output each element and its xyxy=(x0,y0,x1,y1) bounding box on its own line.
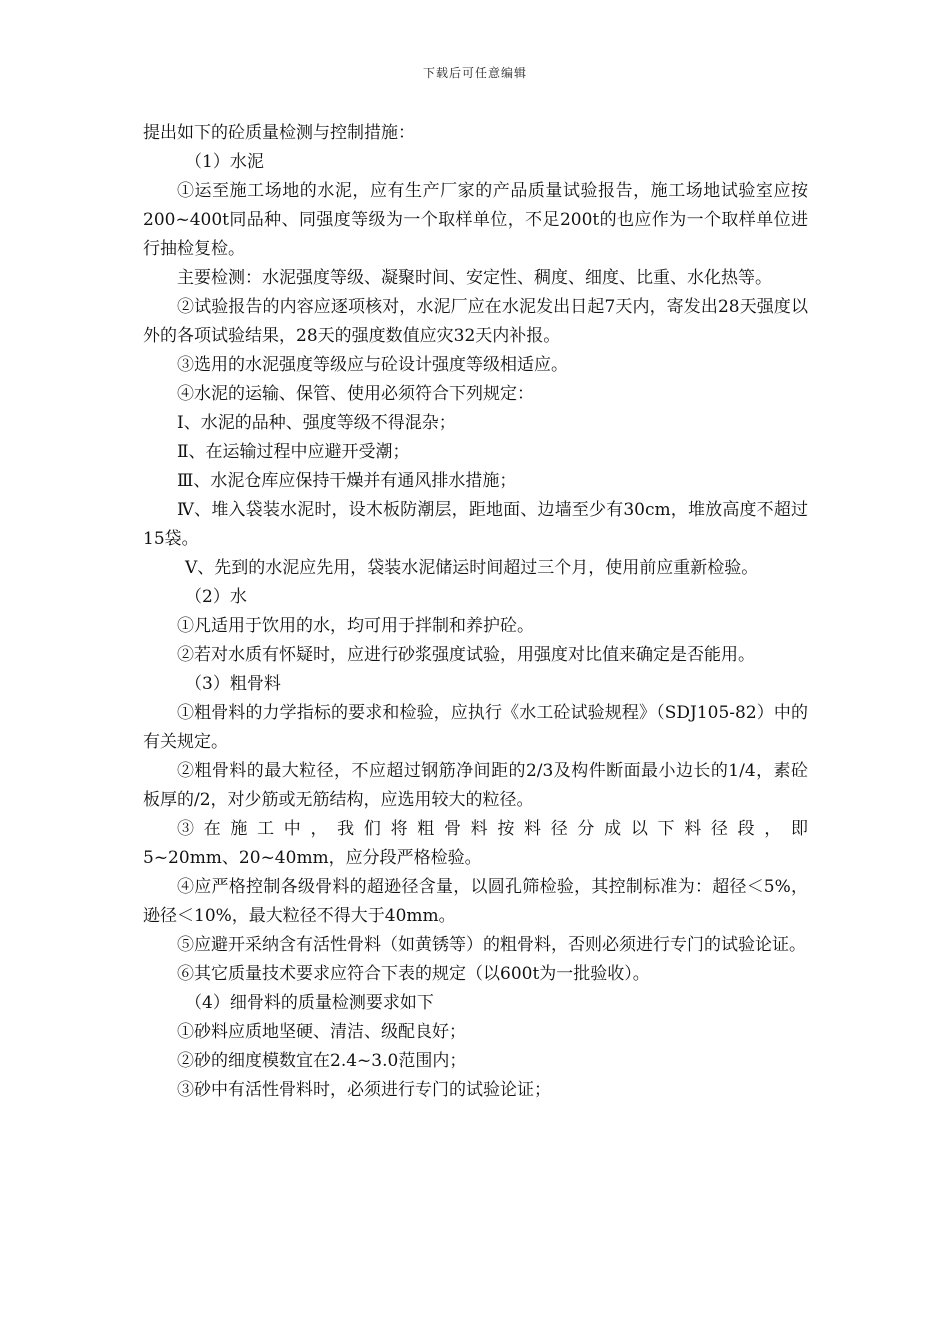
cement-rule-1: Ⅰ、水泥的品种、强度等级不得混杂； xyxy=(177,413,456,433)
fine-item-3: ③砂中有活性骨料时，必须进行专门的试验论证； xyxy=(177,1080,551,1100)
cement-rule-2: Ⅱ、在运输过程中应避开受潮； xyxy=(177,442,410,462)
cement-rule-3: Ⅲ、水泥仓库应保持干燥并有通风排水措施； xyxy=(177,471,517,491)
cement-item-2: ②试验报告的内容应逐项核对，水泥厂应在水泥发出日起7天内，寄发出28天强度以外的各项试验结果，28天的强度数值应灾32天内补报。 xyxy=(143,297,808,346)
water-item-1: ①凡适用于饮用的水，均可用于拌制和养护砼。 xyxy=(177,616,534,636)
section-heading-cement: （1）水泥 xyxy=(185,152,264,172)
cement-main-tests: 主要检测：水泥强度等级、凝聚时间、安定性、稠度、细度、比重、水化热等。 xyxy=(177,268,772,288)
fine-item-1: ①砂料应质地坚硬、清洁、级配良好； xyxy=(177,1022,466,1042)
coarse-item-4: ④应严格控制各级骨料的超逊径含量，以圆孔筛检验，其控制标准为：超径＜5%，逊径＜10%，最大粒径不得大于40mm。 xyxy=(143,877,808,926)
section-heading-fine-aggregate: （4）细骨料的质量检测要求如下 xyxy=(185,993,434,1013)
coarse-item-2: ②粗骨料的最大粒径，不应超过钢筋净间距的2/3及构件断面最小边长的1/4，素砼板厚的/2，对少筋或无筋结构，应选用较大的粒径。 xyxy=(143,761,808,810)
cement-item-1: ①运至施工场地的水泥，应有生产厂家的产品质量试验报告，施工场地试验室应按200~400t同品种、同强度等级为一个取样单位，不足200t的也应作为一个取样单位进行抽检复检。 xyxy=(143,181,808,259)
section-heading-water: （2）水 xyxy=(185,587,247,607)
page-header-note: 下载后可任意编辑 xyxy=(422,66,527,80)
cement-item-4: ④水泥的运输、保管、使用必须符合下列规定： xyxy=(177,384,534,404)
cement-rule-5: Ⅴ、先到的水泥应先用，袋装水泥储运时间超过三个月，使用前应重新检验。 xyxy=(185,558,759,578)
cement-rule-4: Ⅳ、堆入袋装水泥时，设木板防潮层，距地面、边墙至少有30cm，堆放高度不超过15袋。 xyxy=(143,500,808,549)
coarse-item-3: ③在施工中，我们将粗骨料按料径分成以下料径段，即 xyxy=(177,819,808,839)
coarse-item-6: ⑥其它质量技术要求应符合下表的规定（以600t为一批验收）。 xyxy=(177,964,650,984)
fine-item-2: ②砂的细度模数宜在2.4~3.0范围内； xyxy=(177,1051,467,1071)
section-heading-coarse-aggregate: （3）粗骨料 xyxy=(185,674,281,694)
coarse-item-1: ①粗骨料的力学指标的要求和检验，应执行《水工砼试验规程》（SDJ105-82）中的有关规定。 xyxy=(143,703,808,752)
cement-item-3: ③选用的水泥强度等级应与砼设计强度等级相适应。 xyxy=(177,355,568,375)
document-body xyxy=(143,119,808,1105)
coarse-item-3-continued: 5~20mm、20~40mm，应分段严格检验。 xyxy=(143,848,482,868)
coarse-item-5: ⑤应避开采纳含有活性骨料（如黄锈等）的粗骨料，否则必须进行专门的试验论证。 xyxy=(177,935,806,955)
intro-paragraph: 提出如下的砼质量检测与控制措施： xyxy=(143,123,415,143)
water-item-2: ②若对水质有怀疑时，应进行砂浆强度试验，用强度对比值来确定是否能用。 xyxy=(177,645,755,665)
